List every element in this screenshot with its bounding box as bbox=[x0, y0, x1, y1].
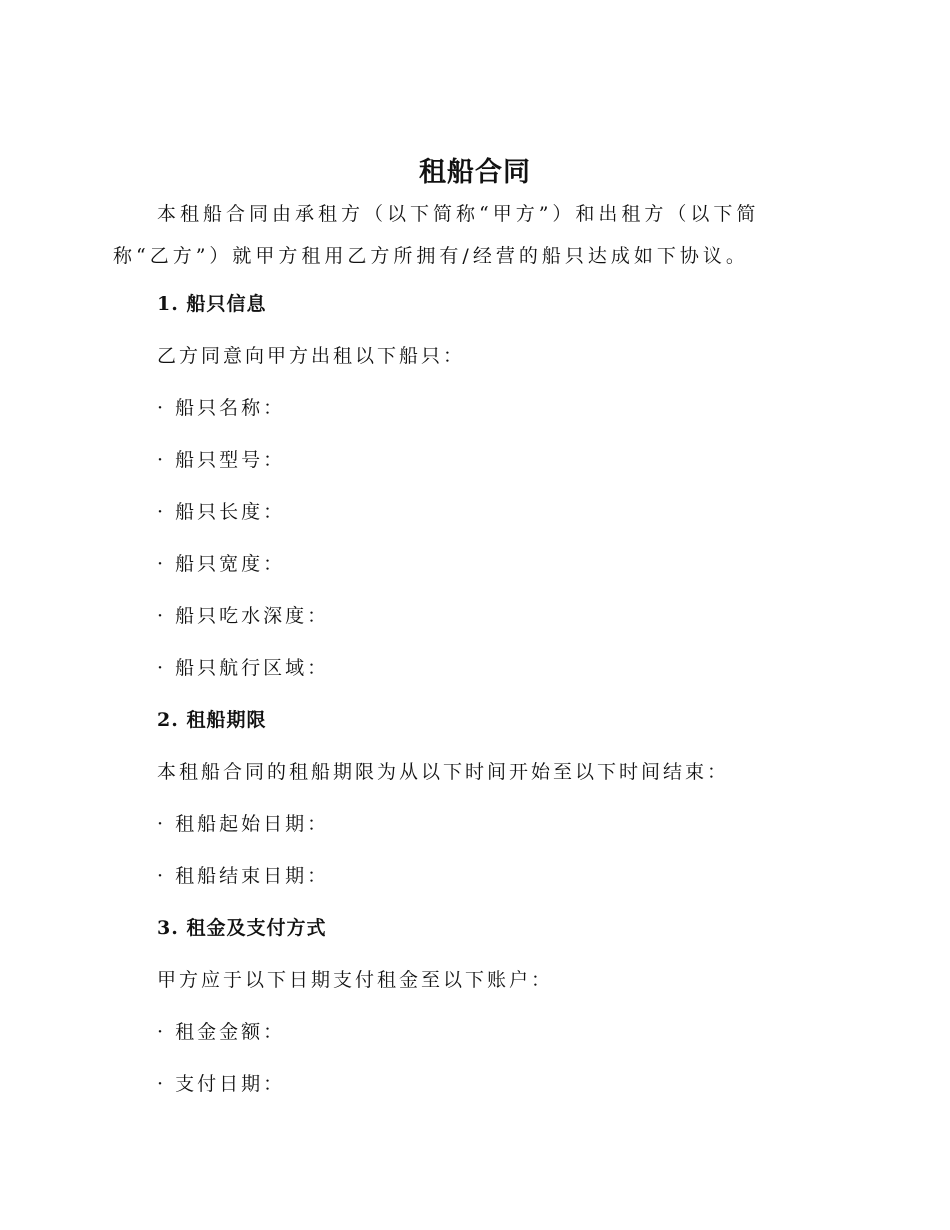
section-heading-charter-term: 2. 租船期限 bbox=[157, 709, 267, 731]
field-vessel-navigation-area: · 船只航行区域： bbox=[157, 657, 330, 679]
field-payment-date: · 支付日期： bbox=[157, 1073, 286, 1095]
field-vessel-draft: · 船只吃水深度： bbox=[157, 605, 330, 627]
section-lead-rent-payment: 甲方应于以下日期支付租金至以下账户： bbox=[157, 969, 554, 991]
field-vessel-width: · 船只宽度： bbox=[157, 553, 286, 575]
field-charter-start-date: · 租船起始日期： bbox=[157, 813, 330, 835]
field-vessel-model: · 船只型号： bbox=[157, 449, 286, 471]
section-lead-vessel-info: 乙方同意向甲方出租以下船只： bbox=[157, 345, 466, 367]
field-rent-amount: · 租金金额： bbox=[157, 1021, 286, 1043]
section-heading-rent-payment: 3. 租金及支付方式 bbox=[157, 917, 327, 939]
section-lead-charter-term: 本租船合同的租船期限为从以下时间开始至以下时间结束： bbox=[157, 761, 730, 783]
section-heading-vessel-info: 1. 船只信息 bbox=[157, 293, 267, 315]
contract-sections bbox=[157, 284, 817, 1116]
field-charter-end-date: · 租船结束日期： bbox=[157, 865, 330, 887]
document-title: 租船合同 bbox=[419, 157, 531, 188]
field-vessel-name: · 船只名称： bbox=[157, 397, 286, 419]
field-vessel-length: · 船只长度： bbox=[157, 501, 286, 523]
intro-paragraph: 本租船合同由承租方（以下简称“甲方”）和出租方（以下简称“乙方”）就甲方租用乙方所拥有/经营的船只达成如下协议。 bbox=[113, 203, 760, 267]
